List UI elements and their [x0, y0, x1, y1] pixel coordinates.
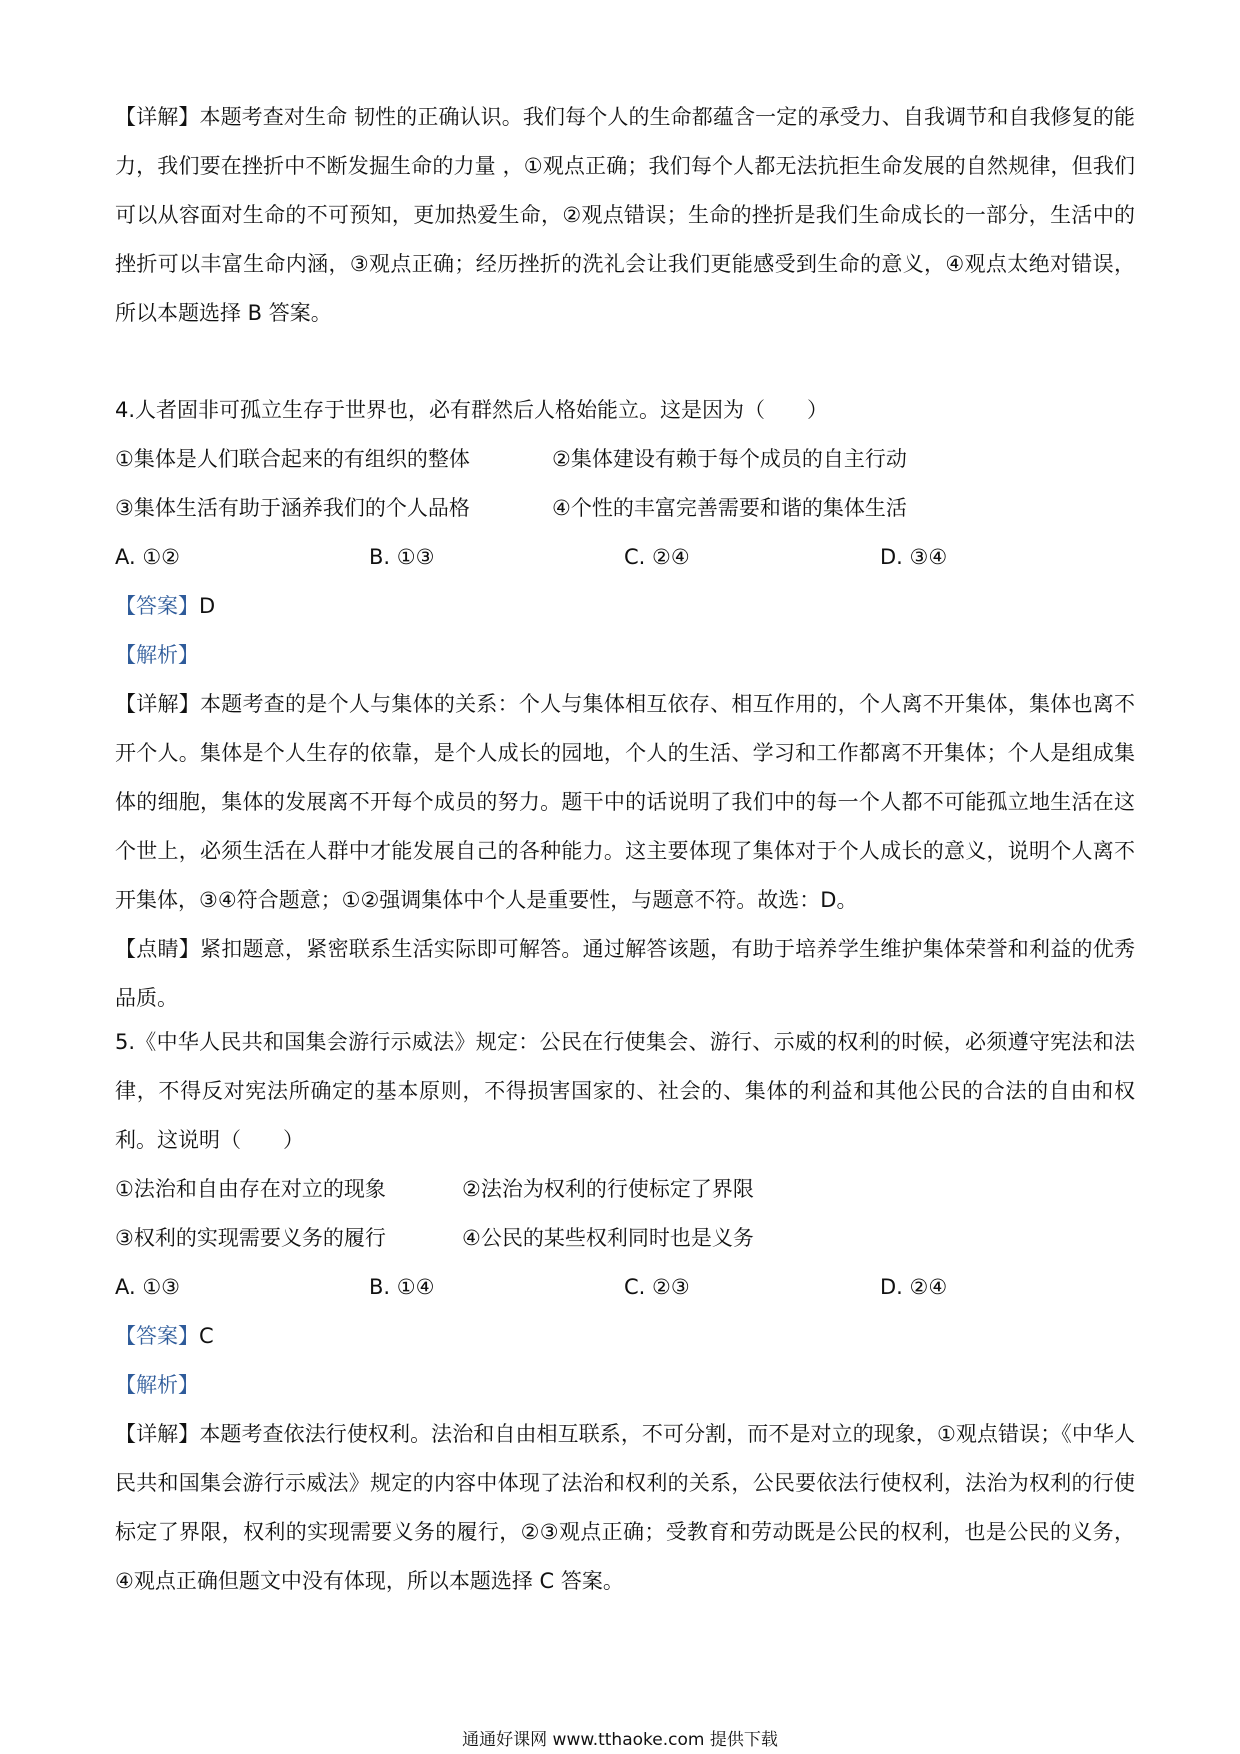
statement-4: ④个性的丰富完善需要和谐的集体生活: [552, 496, 907, 520]
choice-row: [115, 1263, 1135, 1312]
statement-4: ④公民的某些权利同时也是义务: [462, 1226, 754, 1250]
q4-detail-paragraph: [115, 680, 1135, 925]
q3-detail: [115, 93, 1135, 338]
analysis-tag: 【解析】: [115, 643, 199, 667]
detail-tag: 【详解】: [115, 692, 201, 716]
statement-1: ①法治和自由存在对立的现象: [115, 1177, 386, 1201]
analysis-line: [115, 1361, 1135, 1410]
choice-c: C. ②④: [624, 545, 690, 569]
answer-line: [115, 582, 1135, 631]
statement-2: ②集体建设有赖于每个成员的自主行动: [552, 447, 907, 471]
statement-row: [115, 1214, 1135, 1263]
choice-b: B. ①③: [369, 545, 435, 569]
choice-d: D. ②④: [880, 1275, 948, 1299]
choice-d: D. ③④: [880, 545, 948, 569]
answer-tag: 【答案】: [115, 1324, 199, 1348]
q3-detail-paragraph: [115, 93, 1135, 338]
statement-3: ③集体生活有助于涵养我们的个人品格: [115, 496, 470, 520]
question-5: [115, 1018, 1135, 1606]
question-stem: 5.《中华人民共和国集会游行示威法》规定：公民在行使集会、游行、示威的权利的时候，必须遵守宪法和法律，不得反对宪法所确定的基本原则，不得损害国家的、社会的、集体的利益和其他公民的合法的自由和权利。这说明（ ）: [115, 1030, 1135, 1152]
choice-a: A. ①②: [115, 545, 180, 569]
detail-text: 本题考查的是个人与集体的关系：个人与集体相互依存、相互作用的，个人离不开集体，集体也离不开个人。集体是个人生存的依靠，是个人成长的园地，个人的生活、学习和工作都离不开集体；个人是组成集体的细胞，集体的发展离不开每个成员的努力。题干中的话说明了我们中的每一个人都不可能孤立地生活在这个世上，必须生活在人群中才能发展自己的各种能力。这主要体现了集体对于个人成长的意义，说明个人离不开集体，③④符合题意；①②强调集体中个人是重要性，与题意不符。故选：D。: [115, 692, 1136, 912]
analysis-tag: 【解析】: [115, 1373, 199, 1397]
question-4: [115, 386, 1135, 1023]
tip-text: 紧扣题意，紧密联系生活实际即可解答。通过解答该题，有助于培养学生维护集体荣誉和利益的优秀品质。: [115, 937, 1136, 1010]
statement-3: ③权利的实现需要义务的履行: [115, 1226, 386, 1250]
answer-line: [115, 1312, 1135, 1361]
detail-tag: 【详解】: [115, 105, 200, 129]
statement-row: [115, 435, 1135, 484]
choice-row: [115, 533, 1135, 582]
detail-text: 本题考查依法行使权利。法治和自由相互联系，不可分割，而不是对立的现象，①观点错误；《中华人民共和国集会游行示威法》规定的内容中体现了法治和权利的关系，公民要依法行使权利，法治为权利的行使标定了界限，权利的实现需要义务的履行，②③观点正确；受教育和劳动既是公民的权利，也是公民的义务，④观点正确但题文中没有体现，所以本题选择 C 答案。: [115, 1422, 1136, 1593]
statement-row: [115, 1165, 1135, 1214]
answer-tag: 【答案】: [115, 594, 199, 618]
page-footer: 通通好课网 www.tthaoke.com 提供下载: [462, 1730, 778, 1750]
q4-tip-paragraph: [115, 925, 1135, 1023]
statement-2: ②法治为权利的行使标定了界限: [462, 1177, 754, 1201]
detail-text: 本题考查对生命 韧性的正确认识。我们每个人的生命都蕴含一定的承受力、自我调节和自我修复的能力，我们要在挫折中不断发掘生命的力量 ，①观点正确；我们每个人都无法抗拒生命发展的自然规律，但我们可以从容面对生命的不可预知，更加热爱生命，②观点错误；生命的挫折是我们生命成长的一部分，生活中的挫折可以丰富生命内涵，③观点正确；经历挫折的洗礼会让我们更能感受到生命的意义，④观点太绝对错误，所以本题选择 B 答案。: [115, 105, 1136, 325]
statement-1: ①集体是人们联合起来的有组织的整体: [115, 447, 470, 471]
analysis-line: [115, 631, 1135, 680]
answer-value: D: [199, 594, 216, 618]
answer-value: C: [199, 1324, 214, 1348]
statement-row: [115, 484, 1135, 533]
question-stem: 4.人者固非可孤立生存于世界也，必有群然后人格始能立。这是因为（ ）: [115, 398, 829, 422]
tip-tag: 【点睛】: [115, 937, 201, 961]
choice-c: C. ②③: [624, 1275, 690, 1299]
choice-b: B. ①④: [369, 1275, 435, 1299]
detail-tag: 【详解】: [115, 1422, 200, 1446]
q5-detail-paragraph: [115, 1410, 1135, 1606]
choice-a: A. ①③: [115, 1275, 180, 1299]
